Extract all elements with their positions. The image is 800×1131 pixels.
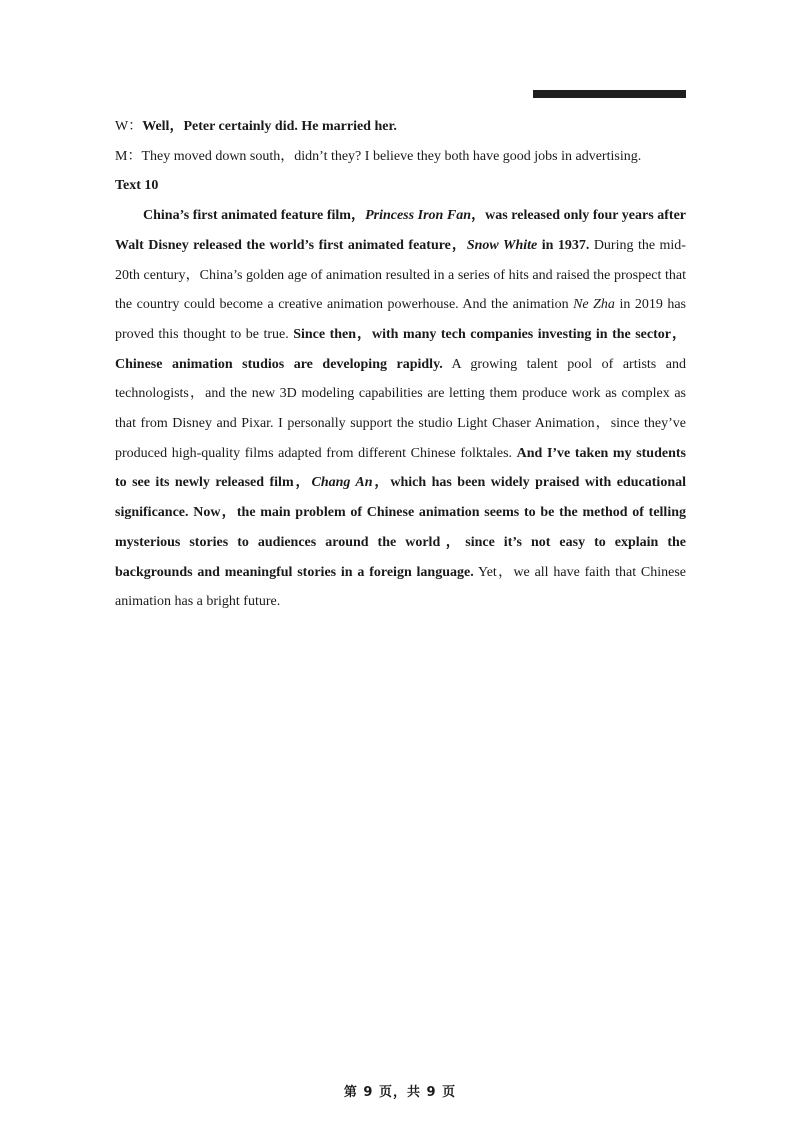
section-title: Text 10 — [115, 178, 159, 194]
passage-sentence-4: A growing talent pool of artists and technologists，and the new 3D modeling capabilities are letting them produce work as complex as that from Disney and Pixar. I personally support the studio Light Chaser Animation，since they’ve produced high-quality films adapted from different Chinese folktales. — [115, 356, 686, 461]
film-title-ne-zha: Ne Zha — [573, 297, 615, 313]
passage-sentence-2a: During the mid-20th century，China’s golden age of animation resulted in a series of hits and raised the prospect that the country could become a creative animation powerhouse. And the animation — [115, 237, 686, 313]
film-title-snow-white: Snow White — [466, 237, 538, 253]
passage-sentence-5c: ，which has been widely praised with educational significance. Now，the main problem of Chinese animation seems to be the method of telling mysterious stories to audiences around the world，since it’s not easy to explain the backgrounds and meaningful stories in a foreign language. — [115, 475, 686, 580]
speaker-separator: ： — [128, 119, 143, 134]
passage-paragraph — [115, 201, 686, 617]
page-content — [115, 112, 686, 617]
passage-sentence-1c: ，was released only four years after Walt Disney released the world’s first animated feature， — [115, 208, 686, 253]
dialogue-text: Well，Peter certainly did. He married her. — [142, 119, 397, 134]
passage-sentence-1e: in 1937. — [537, 237, 590, 253]
speaker-label: M — [115, 148, 128, 164]
passage-sentence-6: Yet，we all have faith that Chinese animation has a bright future. — [115, 564, 686, 610]
dialogue-line-m — [115, 142, 686, 172]
film-title-princess-iron-fan: Princess Iron Fan — [365, 208, 472, 224]
dialogue-line-w — [115, 112, 686, 142]
page-footer: 第 9 页，共 9 页 — [343, 1085, 457, 1100]
speaker-label: W — [115, 119, 129, 134]
dialogue-text: They moved down south，didn’t they? I believe they both have good jobs in advertising. — [141, 148, 642, 164]
passage-sentence-2c: in 2019 has proved this thought to be true. — [115, 297, 686, 342]
passage-sentence-5a: And I’ve taken my students to see its newly released film， — [115, 445, 686, 491]
passage-sentence-3: Since then，with many tech companies investing in the sector，Chinese animation studios are developing rapidly. — [115, 326, 686, 372]
header-bar — [533, 90, 686, 98]
speaker-separator: ： — [127, 148, 142, 164]
passage-sentence-1a: China’s first animated feature film， — [143, 208, 366, 224]
film-title-chang-an: Chang An — [311, 475, 373, 491]
